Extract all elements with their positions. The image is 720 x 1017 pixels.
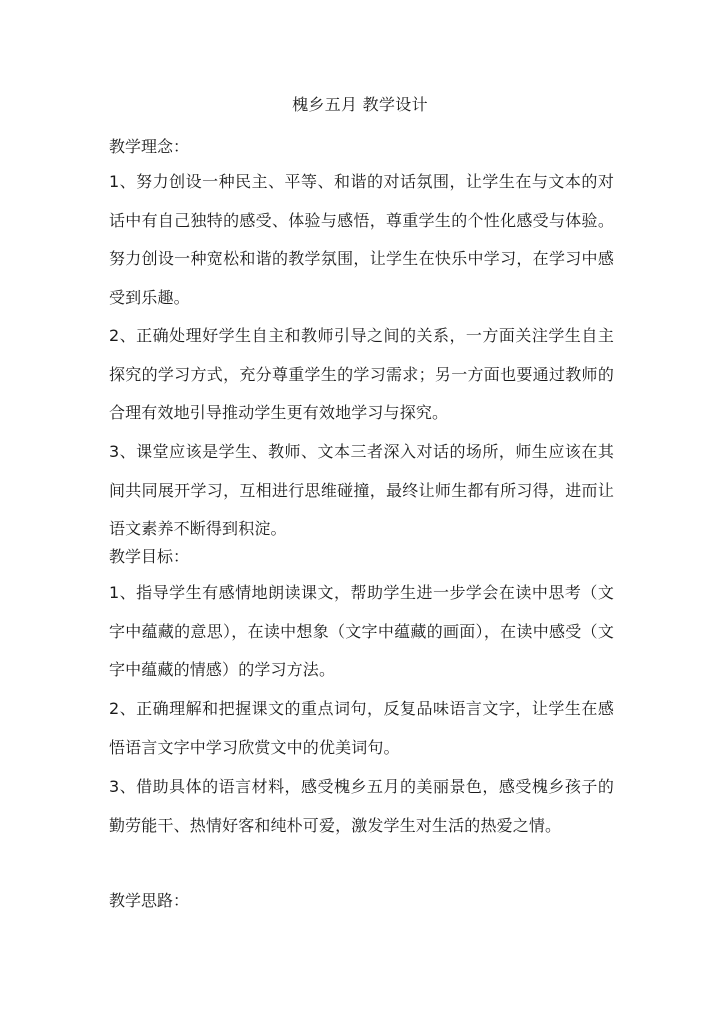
goals-paragraph-3: 3、借助具体的语言材料，感受槐乡五月的美丽景色，感受槐乡孩子的勤劳能干、热情好客和纯朴可爱，激发学生对生活的热爱之情。 (109, 777, 614, 835)
philosophy-paragraph-1: 1、努力创设一种民主、平等、和谐的对话氛围，让学生在与文本的对话中有自己独特的感受、体验与感悟，尊重学生的个性化感受与体验。努力创设一种宽松和谐的教学氛围，让学生在快乐中学习，在学习中感受到乐趣。 (109, 172, 614, 308)
section-heading-teaching-goals: 教学目标： (109, 547, 190, 566)
document-title: 槐乡五月 教学设计 (292, 95, 428, 114)
philosophy-paragraph-2: 2、正确处理好学生自主和教师引导之间的关系，一方面关注学生自主探究的学习方式，充分尊重学生的学习需求；另一方面也要通过教师的合理有效地引导推动学生更有效地学习与探究。 (109, 326, 614, 423)
goals-paragraph-2: 2、正确理解和把握课文的重点词句，反复品味语言文字，让学生在感悟语言文字中学习欣赏文中的优美词句。 (109, 699, 614, 757)
section-heading-teaching-philosophy: 教学理念： (109, 137, 190, 156)
philosophy-paragraph-3: 3、课堂应该是学生、教师、文本三者深入对话的场所，师生应该在其间共同展开学习，互相进行思维碰撞，最终让师生都有所习得，进而让语文素养不断得到积淀。 (109, 442, 614, 539)
section-heading-teaching-approach: 教学思路： (109, 891, 190, 910)
goals-paragraph-1: 1、指导学生有感情地朗读课文，帮助学生进一步学会在读中思考（文字中蕴藏的意思），在读中想象（文字中蕴藏的画面），在读中感受（文字中蕴藏的情感）的学习方法。 (109, 583, 614, 680)
